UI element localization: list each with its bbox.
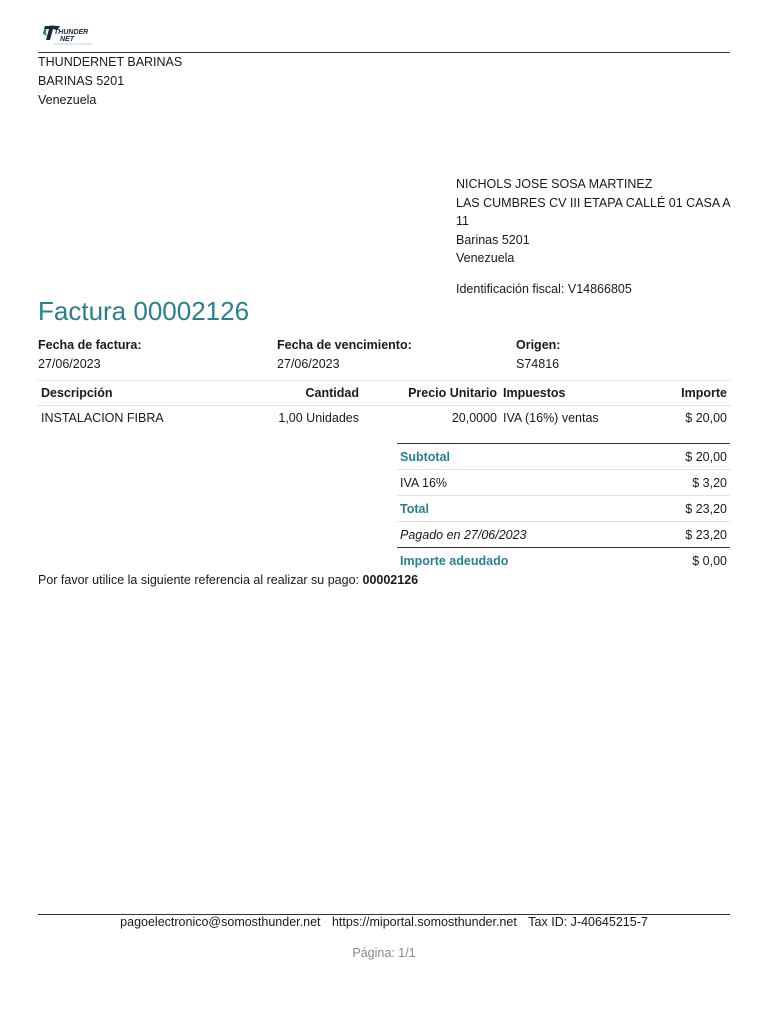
table-row bbox=[38, 406, 730, 431]
total-label: Total bbox=[397, 496, 642, 522]
invoice-lines-table bbox=[38, 380, 730, 430]
line-unit-price: 20,0000 bbox=[451, 411, 497, 425]
table-header-row bbox=[38, 381, 730, 406]
due-date-label: Fecha de vencimiento: bbox=[277, 338, 412, 352]
subtotal-label: Subtotal bbox=[397, 444, 642, 470]
origin-label: Origen: bbox=[516, 338, 561, 352]
svg-text:NET: NET bbox=[60, 36, 74, 43]
col-taxes: Impuestos bbox=[500, 381, 620, 406]
col-amount: Importe bbox=[620, 381, 730, 406]
invoice-date: 27/06/2023 bbox=[38, 357, 101, 371]
origin-value: S74816 bbox=[516, 357, 560, 371]
footer-tax-id: Tax ID: J-40645215-7 bbox=[528, 915, 648, 929]
amount-due-row bbox=[397, 548, 730, 574]
paid-label: Pagado en 27/06/2023 bbox=[397, 522, 642, 548]
svg-text:THUNDER: THUNDER bbox=[54, 29, 89, 36]
line-quantity: 1,00 Unidades bbox=[278, 411, 359, 425]
company-city: BARINAS 5201 bbox=[38, 74, 125, 88]
paid-row bbox=[397, 522, 730, 548]
customer-tax-id: Identificación fiscal: V14866805 bbox=[456, 282, 632, 296]
tax-value: $ 3,20 bbox=[642, 470, 730, 496]
customer-address bbox=[456, 175, 732, 268]
company-address bbox=[38, 53, 182, 110]
footer bbox=[38, 915, 730, 929]
total-value: $ 23,20 bbox=[642, 496, 730, 522]
invoice-date-label: Fecha de factura: bbox=[38, 338, 142, 352]
subtotal-value: $ 20,00 bbox=[642, 444, 730, 470]
paid-value: $ 23,20 bbox=[642, 522, 730, 548]
line-taxes: IVA (16%) ventas bbox=[503, 411, 599, 425]
origin-block bbox=[516, 336, 560, 374]
tax-label: IVA 16% bbox=[397, 470, 642, 496]
footer-website[interactable]: https://miportal.somosthunder.net bbox=[331, 915, 517, 929]
line-amount: $ 20,00 bbox=[685, 411, 727, 425]
customer-name: NICHOLS JOSE SOSA MARTINEZ bbox=[456, 177, 653, 191]
amount-due-value: $ 0,00 bbox=[642, 548, 730, 574]
total-row bbox=[397, 496, 730, 522]
page-number: Página: 1/1 bbox=[352, 946, 416, 960]
company-country: Venezuela bbox=[38, 93, 97, 107]
due-date-block bbox=[277, 336, 412, 374]
totals-table bbox=[397, 443, 730, 573]
tax-row bbox=[397, 470, 730, 496]
col-quantity: Cantidad bbox=[262, 381, 362, 406]
customer-city: Barinas 5201 bbox=[456, 232, 530, 247]
col-description: Descripción bbox=[38, 381, 262, 406]
company-name: THUNDERNET BARINAS bbox=[38, 55, 183, 69]
payment-reference bbox=[38, 573, 418, 587]
customer-country: Venezuela bbox=[456, 251, 515, 265]
subtotal-row bbox=[397, 444, 730, 470]
footer-email[interactable]: pagoelectronico@somosthunder.net bbox=[120, 915, 321, 929]
payment-reference-code: 00002126 bbox=[362, 573, 419, 587]
customer-street: LAS CUMBRES CV III ETAPA CALLÉ 01 CASA A 11 bbox=[456, 195, 730, 228]
due-date: 27/06/2023 bbox=[277, 357, 340, 371]
invoice-date-block bbox=[38, 336, 142, 374]
col-unit-price: Precio Unitario bbox=[362, 381, 500, 406]
invoice-title: Factura 00002126 bbox=[38, 296, 250, 326]
amount-due-label: Importe adeudado bbox=[397, 548, 642, 574]
line-description: INSTALACION FIBRA bbox=[41, 411, 164, 425]
company-logo bbox=[40, 22, 98, 48]
payment-reference-text: Por favor utilice la siguiente referencia al realizar su pago: bbox=[38, 573, 360, 587]
